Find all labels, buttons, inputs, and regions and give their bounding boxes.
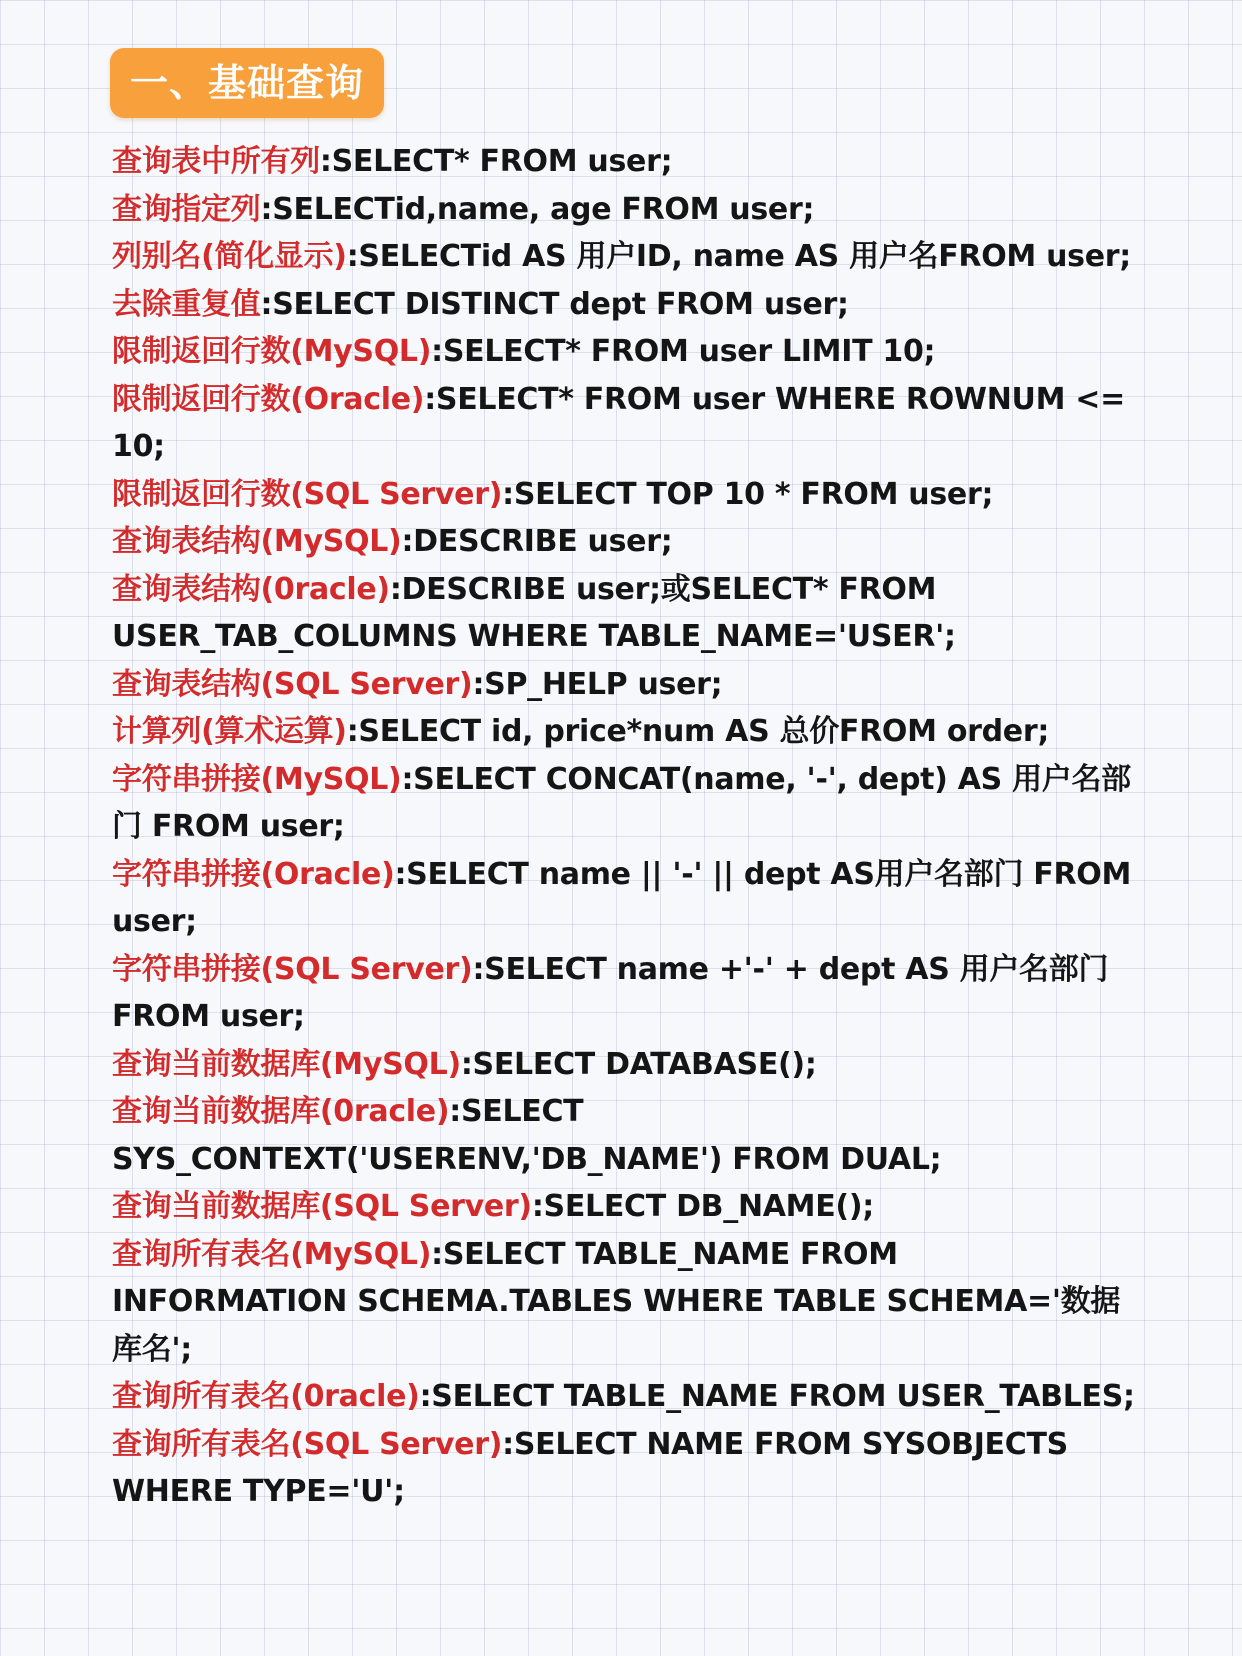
entry-code: :DESCRIBE user; bbox=[401, 524, 673, 559]
query-entry bbox=[112, 1373, 1142, 1421]
entry-label: 查询所有表名(MySQL) bbox=[112, 1236, 432, 1272]
query-entry bbox=[112, 1421, 1142, 1516]
entry-label: 计算列(算术运算) bbox=[112, 714, 347, 749]
entry-code: :SELECT* FROM user; bbox=[319, 144, 673, 179]
query-entry bbox=[112, 1088, 1142, 1183]
entry-label: 查询表结构(SQL Server) bbox=[112, 666, 473, 702]
query-entry bbox=[112, 233, 1142, 281]
entry-label: 列别名(简化显示) bbox=[112, 239, 347, 274]
entry-code: :SELECT CONCAT(name, '-', dept) AS 用户名部门 FROM user; bbox=[112, 761, 1131, 844]
query-entry bbox=[112, 376, 1142, 471]
query-entry bbox=[112, 328, 1142, 376]
entry-code: :SELECTid AS 用户ID, name AS 用户名FROM user; bbox=[346, 239, 1131, 274]
entry-code: :SELECT DISTINCT dept FROM user; bbox=[260, 286, 849, 322]
entry-label: 查询指定列 bbox=[112, 191, 261, 227]
query-entry bbox=[112, 186, 1142, 234]
query-entry bbox=[112, 1231, 1142, 1374]
entry-code: :SELECT DB_NAME(); bbox=[531, 1189, 874, 1224]
entry-code: :SELECT NAME FROM SYSOBJECTS WHERE TYPE='U'; bbox=[112, 1426, 1068, 1509]
entry-label: 字符串拼接(Oracle) bbox=[112, 856, 395, 892]
query-entry bbox=[112, 1183, 1142, 1231]
entry-code: :SELECTid,name, age FROM user; bbox=[260, 191, 815, 227]
entry-code: :SP_HELP user; bbox=[472, 666, 723, 702]
entry-label: 查询当前数据库(0racle) bbox=[112, 1094, 450, 1129]
entry-label: 查询当前数据库(SQL Server) bbox=[112, 1189, 532, 1224]
query-list bbox=[112, 138, 1142, 1516]
entry-code: :SELECT TABLE_NAME FROM INFORMATION SCHEMA.TABLES WHERE TABLE SCHEMA='数据库名'; bbox=[112, 1236, 1121, 1367]
query-entry bbox=[112, 281, 1142, 329]
entry-label: 查询表结构(0racle) bbox=[112, 571, 390, 607]
query-entry bbox=[112, 1041, 1142, 1089]
section-title-badge: 一、基础查询 bbox=[110, 48, 384, 118]
entry-code: :SELECT name +'-' + dept AS 用户名部门 FROM user; bbox=[112, 951, 1109, 1034]
query-entry bbox=[112, 566, 1142, 661]
entry-label: 查询表中所有列 bbox=[112, 144, 320, 179]
entry-code: :SELECT* FROM user LIMIT 10; bbox=[431, 334, 936, 369]
query-entry bbox=[112, 756, 1142, 851]
entry-code: :SELECT* FROM user WHERE ROWNUM <= 10; bbox=[112, 381, 1125, 464]
entry-label: 查询所有表名(0racle) bbox=[112, 1379, 420, 1414]
entry-label: 限制返回行数(SQL Server) bbox=[112, 476, 503, 512]
entry-code: :DESCRIBE user;或SELECT* FROM USER_TAB_COLUMNS WHERE TABLE_NAME='USER'; bbox=[112, 571, 956, 654]
entry-code: :SELECT name || '-' || dept AS用户名部门 FROM user; bbox=[112, 856, 1132, 939]
entry-label: 限制返回行数(MySQL) bbox=[112, 334, 432, 369]
query-entry bbox=[112, 471, 1142, 519]
entry-label: 查询所有表名(SQL Server) bbox=[112, 1426, 503, 1462]
entry-code: :SELECT SYS_CONTEXT('USERENV,'DB_NAME') FROM DUAL; bbox=[112, 1094, 942, 1177]
entry-code: :SELECT TOP 10 * FROM user; bbox=[502, 476, 994, 512]
query-entry bbox=[112, 138, 1142, 186]
entry-code: :SELECT TABLE_NAME FROM USER_TABLES; bbox=[419, 1379, 1135, 1414]
query-entry bbox=[112, 851, 1142, 946]
entry-label: 查询当前数据库(MySQL) bbox=[112, 1046, 461, 1082]
entry-code: :SELECT DATABASE(); bbox=[460, 1046, 817, 1082]
entry-code: :SELECT id, price*num AS 总价FROM order; bbox=[346, 714, 1050, 749]
entry-label: 查询表结构(MySQL) bbox=[112, 524, 402, 559]
entry-label: 字符串拼接(SQL Server) bbox=[112, 951, 473, 987]
entry-label: 去除重复值 bbox=[112, 286, 261, 322]
entry-label: 字符串拼接(MySQL) bbox=[112, 761, 402, 797]
query-entry bbox=[112, 518, 1142, 566]
entry-label: 限制返回行数(Oracle) bbox=[112, 381, 425, 417]
query-entry bbox=[112, 661, 1142, 709]
query-entry bbox=[112, 946, 1142, 1041]
query-entry bbox=[112, 708, 1142, 756]
